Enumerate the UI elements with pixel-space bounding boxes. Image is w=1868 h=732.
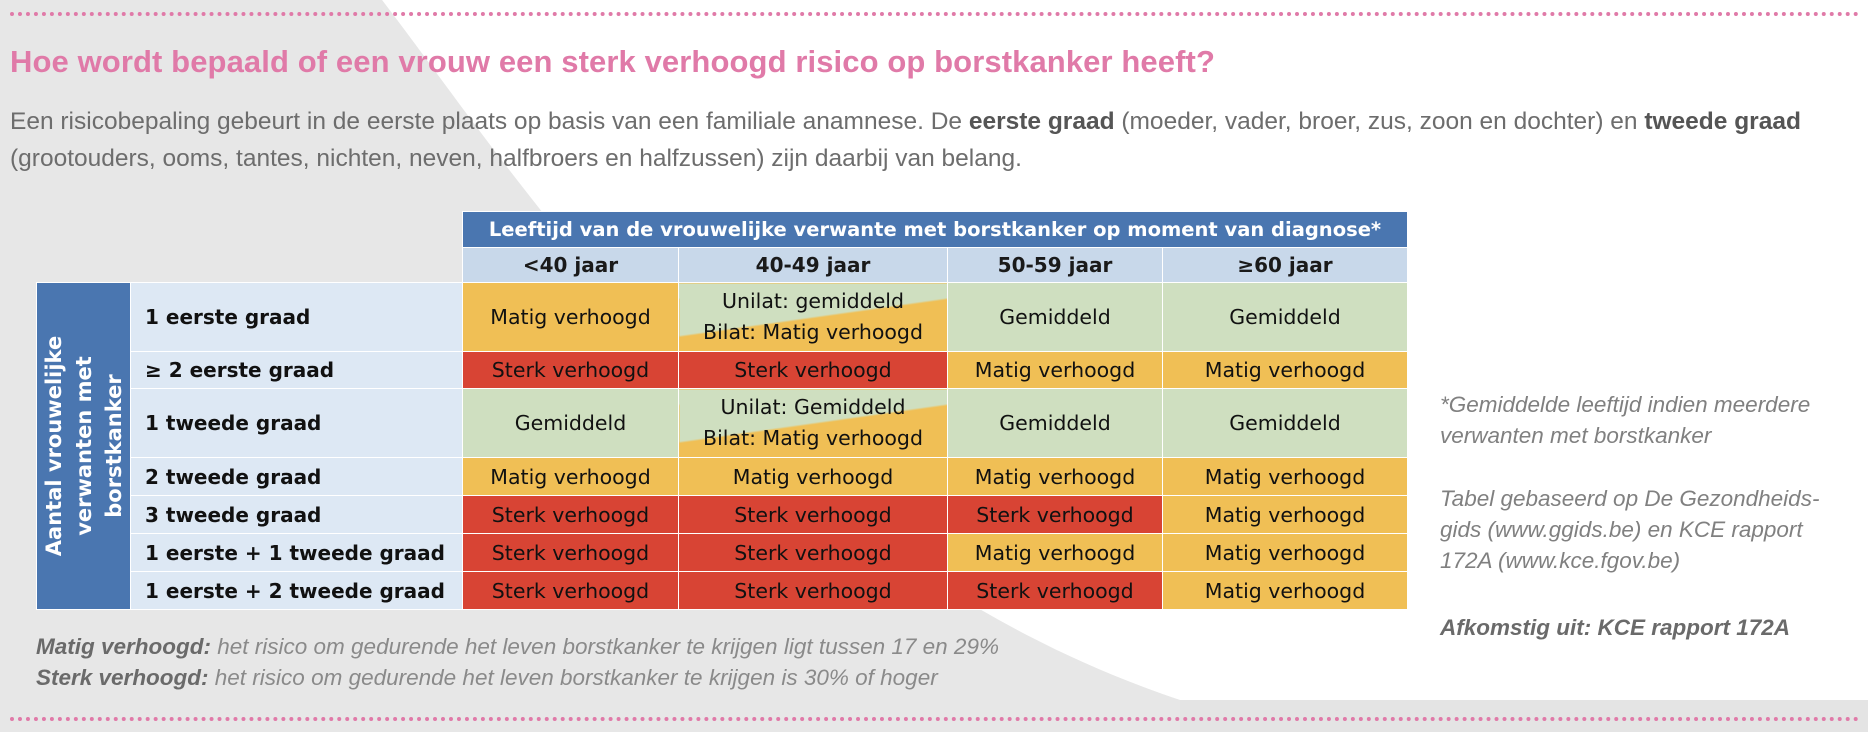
- risk-cell-split: Unilat: gemiddeld Bilat: Matig verhoogd: [679, 283, 948, 352]
- risk-cell: Sterk verhoogd: [463, 496, 679, 534]
- risk-cell: Gemiddeld: [948, 283, 1163, 352]
- row-label: 3 tweede graad: [131, 496, 463, 534]
- row-label: 1 eerste graad: [131, 283, 463, 352]
- risk-cell: Matig verhoogd: [1163, 534, 1408, 572]
- risk-cell: Matig verhoogd: [948, 534, 1163, 572]
- risk-cell: Matig verhoogd: [1163, 496, 1408, 534]
- risk-cell: Sterk verhoogd: [463, 534, 679, 572]
- table-row: [37, 283, 1408, 352]
- row-label: 1 eerste + 1 tweede graad: [131, 534, 463, 572]
- risk-cell: Sterk verhoogd: [463, 572, 679, 610]
- age-header: Leeftijd van de vrouwelijke verwante met borstkanker op moment van diagnose*: [463, 212, 1408, 248]
- risk-cell: Matig verhoogd: [1163, 352, 1408, 389]
- risk-cell: Matig verhoogd: [1163, 458, 1408, 496]
- intro-bold-second-degree: tweede graad: [1644, 108, 1801, 135]
- source-note: Afkomstig uit: KCE rapport 172A: [1440, 615, 1791, 640]
- column-header: ≥60 jaar: [1163, 248, 1408, 283]
- bottom-dotted-divider: [10, 717, 1860, 721]
- column-header: 50-59 jaar: [948, 248, 1163, 283]
- risk-cell: Matig verhoogd: [948, 352, 1163, 389]
- top-dotted-divider: [10, 12, 1860, 16]
- risk-cell: Sterk verhoogd: [948, 572, 1163, 610]
- legend-item: Matig verhoogd: het risico om gedurende het leven borstkanker te krijgen ligt tussen 17 en 29%: [36, 634, 999, 659]
- row-label: 2 tweede graad: [131, 458, 463, 496]
- column-header: 40-49 jaar: [679, 248, 948, 283]
- intro-bold-first-degree: eerste graad: [968, 108, 1115, 135]
- risk-cell: Matig verhoogd: [679, 458, 948, 496]
- risk-cell: Matig verhoogd: [463, 283, 679, 352]
- intro-paragraph: Een risicobepaling gebeurt in de eerste plaats op basis van een familiale anamnese. De eerste graad (moeder, vader, broer, zus, zoon en dochter) en tweede graad (grootouders, ooms, tantes, nichten, neven, halfbroers en halfzussen) zijn daarbij van belang.: [10, 108, 1801, 172]
- risk-cell: Gemiddeld: [1163, 283, 1408, 352]
- age-footnote: *Gemiddelde leeftijd indien meerdere verwanten met borstkanker: [1440, 392, 1811, 448]
- risk-cell: Sterk verhoogd: [948, 496, 1163, 534]
- risk-table: [36, 211, 1408, 610]
- side-notes: [1440, 389, 1860, 643]
- risk-cell: Sterk verhoogd: [679, 572, 948, 610]
- column-header: <40 jaar: [463, 248, 679, 283]
- legend-item: Sterk verhoogd: het risico om gedurende het leven borstkanker te krijgen is 30% of hoger: [36, 665, 938, 690]
- risk-cell: Gemiddeld: [463, 389, 679, 458]
- table-row: [37, 534, 1408, 572]
- risk-cell: Sterk verhoogd: [463, 352, 679, 389]
- risk-cell: Sterk verhoogd: [679, 496, 948, 534]
- risk-cell: Gemiddeld: [948, 389, 1163, 458]
- table-row: [37, 572, 1408, 610]
- risk-cell: Matig verhoogd: [463, 458, 679, 496]
- side-label: Aantal vrouwelijke verwanten met borstkanker: [37, 283, 131, 610]
- table-row: [37, 496, 1408, 534]
- risk-cell-split: Unilat: Gemiddeld Bilat: Matig verhoogd: [679, 389, 948, 458]
- row-label: 1 tweede graad: [131, 389, 463, 458]
- row-label: ≥ 2 eerste graad: [131, 352, 463, 389]
- page-title: Hoe wordt bepaald of een vrouw een sterk verhoogd risico op borstkanker heeft?: [10, 44, 1215, 79]
- risk-cell: Gemiddeld: [1163, 389, 1408, 458]
- table-row: [37, 458, 1408, 496]
- risk-cell: Matig verhoogd: [1163, 572, 1408, 610]
- risk-cell: Sterk verhoogd: [679, 352, 948, 389]
- row-label: 1 eerste + 2 tweede graad: [131, 572, 463, 610]
- table-basis-note: Tabel gebaseerd op De Gezondheids-gids (www.ggids.be) en KCE rapport 172A (www.kce.fgov.be): [1440, 486, 1820, 573]
- table-row: [37, 389, 1408, 458]
- risk-cell: Sterk verhoogd: [679, 534, 948, 572]
- table-row: [37, 352, 1408, 389]
- risk-cell: Matig verhoogd: [948, 458, 1163, 496]
- risk-legend: [36, 631, 999, 693]
